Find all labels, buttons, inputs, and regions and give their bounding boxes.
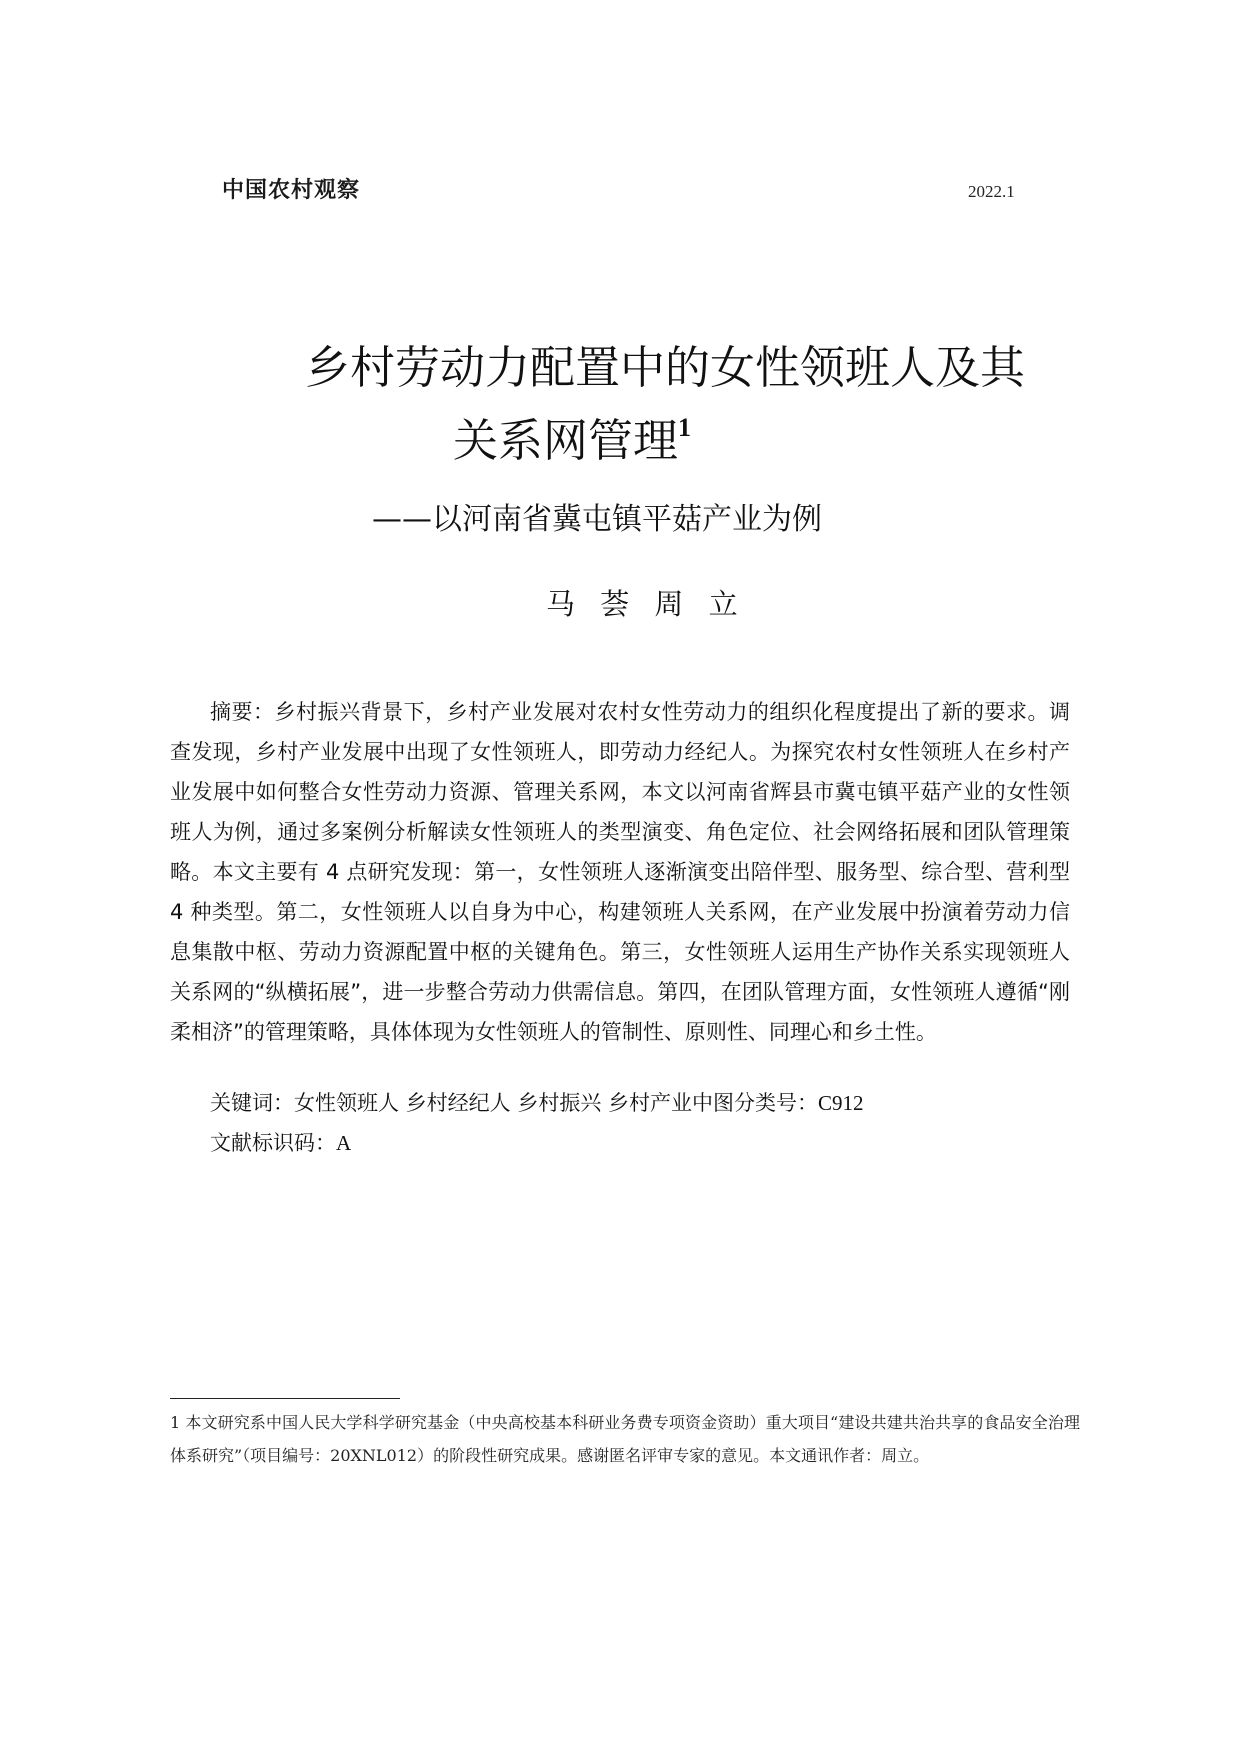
doc-code-value: A <box>336 1131 352 1155</box>
title-footnote-mark[interactable]: 1 <box>678 413 692 442</box>
footnote <box>170 1406 1080 1472</box>
abstract <box>170 692 1070 1052</box>
footnote-divider <box>170 1398 400 1399</box>
keywords-line <box>170 1083 1070 1123</box>
article-subtitle: ——以河南省冀屯镇平菇产业为例 <box>372 502 822 537</box>
title-line-2 <box>250 398 1090 471</box>
doc-code-label: 文献标识码： <box>210 1131 336 1155</box>
footnote-text: 1 本文研究系中国人民大学科学研究基金（中央高校基本科研业务费专项资金资助）重大项目“建设共建共治共享的食品安全治理体系研究”（项目编号：20XNL012）的阶段性研究成果。感谢匿名评审专家的意见。本文通讯作者：周立。 <box>170 1413 1080 1465</box>
abstract-paragraph <box>170 692 1070 1052</box>
doc-code-line <box>170 1123 1070 1163</box>
keywords-text: 女性领班人 乡村经纪人 乡村振兴 乡村产业 <box>294 1091 693 1115</box>
journal-logo: 中国农村观察 <box>222 178 361 203</box>
issue-number: 2022.1 <box>968 182 1015 201</box>
clc-label: 中图分类号： <box>692 1091 819 1115</box>
abstract-text: 乡村振兴背景下，乡村产业发展对农村女性劳动力的组织化程度提出了新的要求。调查发现，乡村产业发展中出现了女性领班人，即劳动力经纪人。为探究农村女性领班人在乡村产业发展中如何整合女性劳动力资源、管理关系网，本文以河南省辉县市冀屯镇平菇产业的女性领班人为例，通过多案例分析解读女性领班人的类型演变、角色定位、社会网络拓展和团队管理策略。本文主要有 4 点研究发现：第一，女性领班人逐渐演变出陪伴型、服务型、综合型、营利型 4 种类型。第二，女性领班人以自身为中心，构建领班人关系网，在产业发展中扮演着劳动力信息集散中枢、劳动力资源配置中枢的关键角色。第三，女性领班人运用生产协作关系实现领班人关系网的“纵横拓展”，进一步整合劳动力供需信息。第四，在团队管理方面，女性领班人遵循“刚柔相济”的管理策略，具体体现为女性领班人的管制性、原则性、同理心和乡土性。 <box>170 700 1071 1044</box>
meta-block <box>170 1083 1070 1163</box>
abstract-label: 摘要： <box>210 700 275 724</box>
title-line-2-text: 关系网管理 <box>453 414 679 467</box>
title-line-1: 乡村劳动力配置中的女性领班人及其 <box>305 341 1026 394</box>
clc-code: C912 <box>818 1091 864 1115</box>
authors: 马 荟 周 立 <box>546 587 746 621</box>
article-title <box>250 338 1090 471</box>
keywords-label: 关键词： <box>210 1091 294 1115</box>
